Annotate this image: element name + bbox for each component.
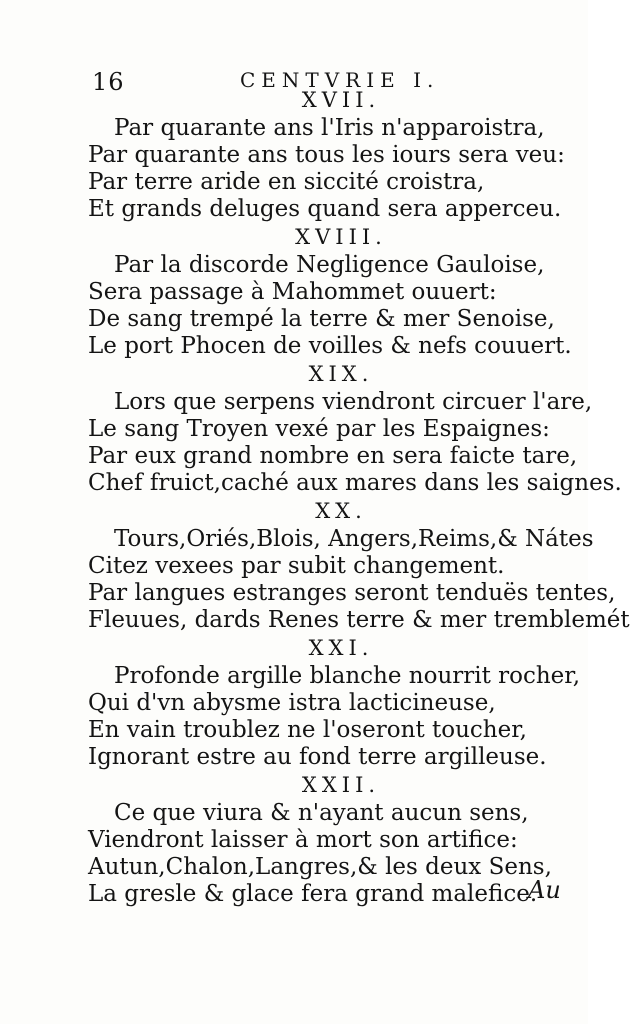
quatrain-22 xyxy=(88,771,558,908)
verse-line: Tours,Oriés,Blois, Angers,Reims,& Nátes xyxy=(114,526,594,552)
verse-line: Ignorant estre au fond terre argilleuse. xyxy=(88,744,547,770)
quatrain-20 xyxy=(88,497,630,634)
verse-line: Ce que viura & n'ayant aucun sens, xyxy=(114,800,529,826)
quatrain-17 xyxy=(88,86,565,223)
verse-line: Citez vexees par subit changement. xyxy=(88,553,505,579)
verse-line: Autun,Chalon,Langres,& les deux Sens, xyxy=(88,854,552,880)
quatrain-number: XXI. xyxy=(308,636,374,660)
verse-line: Viendront laisser à mort son artifice: xyxy=(88,827,518,853)
page-number: 16 xyxy=(92,68,125,96)
verse-line: Chef fruict,caché aux mares dans les saignes. xyxy=(88,470,622,496)
verse-line: De sang trempé la terre & mer Senoise, xyxy=(88,306,555,332)
quatrain-number: XXII. xyxy=(301,773,381,797)
quatrain-18 xyxy=(88,223,572,360)
verse-line: Qui d'vn abysme istra lacticineuse, xyxy=(88,690,496,716)
verse-line: En vain troublez ne l'oseront toucher, xyxy=(88,717,527,743)
verse-line: Profonde argille blanche nourrit rocher, xyxy=(114,663,581,689)
verse-line: Sera passage à Mahommet ouuert: xyxy=(88,279,497,305)
quatrain-number: XX. xyxy=(315,499,367,523)
quatrain-list xyxy=(88,86,630,908)
verse-line: Par eux grand nombre en sera faicte tare, xyxy=(88,443,578,469)
verse-line: Le sang Troyen vexé par les Espaignes: xyxy=(88,416,550,442)
quatrain-number: XVII. xyxy=(301,88,381,112)
quatrain-number: XVIII. xyxy=(295,225,387,249)
running-head: CENTVRIE I. xyxy=(240,68,440,92)
verse-line: La gresle & glace fera grand malefice. xyxy=(88,881,538,907)
verse-line: Par la discorde Negligence Gauloise, xyxy=(114,252,545,278)
verse-line: Par terre aride en siccité croistra, xyxy=(88,169,485,195)
quatrain-19 xyxy=(88,360,622,497)
verse-line: Par langues estranges seront tenduës tentes, xyxy=(88,580,616,606)
verse-line: Et grands deluges quand sera apperceu. xyxy=(88,196,562,222)
verse-line: Fleuues, dards Renes terre & mer tremblemét xyxy=(88,607,630,633)
catchword: Au xyxy=(528,876,561,904)
quatrain-number: XIX. xyxy=(308,362,374,386)
verse-line: Lors que serpens viendront circuer l'are, xyxy=(114,389,593,415)
verse-line: Par quarante ans l'Iris n'apparoistra, xyxy=(114,115,545,141)
quatrain-21 xyxy=(88,634,581,771)
verse-line: Le port Phocen de voilles & nefs couuert. xyxy=(88,333,572,359)
verse-line: Par quarante ans tous les iours sera veu: xyxy=(88,142,565,168)
